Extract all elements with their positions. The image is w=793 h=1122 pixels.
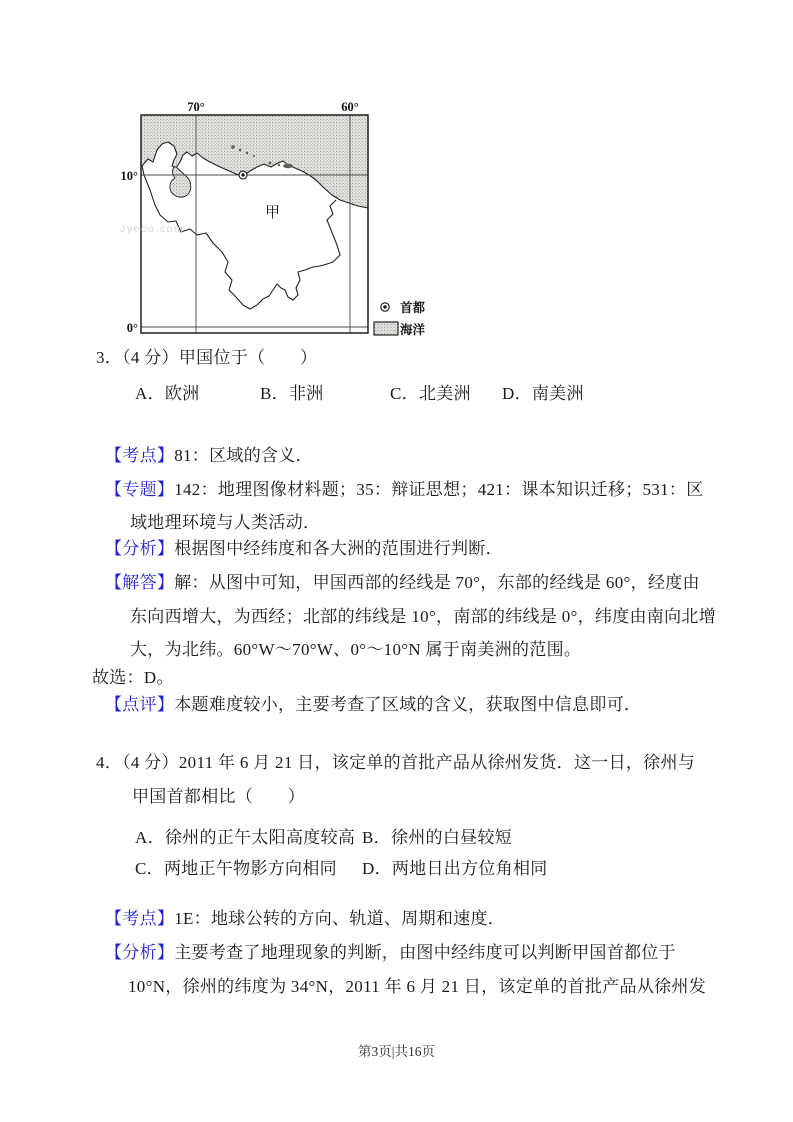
q4-option-c: C．两地正午物影方向相同 bbox=[135, 859, 337, 878]
q3-jieda-line2: 东向西增大，为西经；北部的纬线是 10°，南部的纬线是 0°，纬度由南向北增 bbox=[130, 607, 716, 626]
q3-stem: 3．（4 分）甲国位于（ ） bbox=[96, 348, 318, 367]
q3-dianping-text: 本题难度较小，主要考查了区域的含义，获取图中信息即可． bbox=[174, 695, 642, 714]
q3-jieda-line1 bbox=[105, 566, 700, 600]
q3-option-c: C．北美洲 bbox=[390, 384, 471, 403]
q3-jieda-tag: 【解答】 bbox=[105, 573, 175, 592]
q4-kaodian-tag: 【考点】 bbox=[105, 909, 175, 928]
q4-option-d: D．两地日出方位角相同 bbox=[362, 859, 548, 878]
q4-kaodian-line bbox=[105, 902, 505, 936]
q4-option-b: B．徐州的白昼较短 bbox=[362, 828, 513, 847]
q3-option-a: A．欧洲 bbox=[135, 384, 200, 403]
lat-label-top: 10° bbox=[120, 169, 138, 183]
q3-option-b: B．非洲 bbox=[260, 384, 324, 403]
q3-dianping-line bbox=[105, 688, 641, 722]
q3-kaodian-text: 81：区域的含义． bbox=[174, 446, 313, 465]
q4-fenxi-tag: 【分析】 bbox=[105, 943, 175, 962]
q3-fenxi-text: 根据图中经纬度和各大洲的范围进行判断． bbox=[174, 539, 503, 558]
q3-jieda-text1: 解：从图中可知，甲国西部的经线是 70°，东部的经线是 60°，经度由 bbox=[174, 573, 700, 592]
q3-answer-line: 故选：D。 bbox=[92, 668, 174, 687]
legend-capital-icon bbox=[381, 303, 389, 311]
q3-zhuanti-text1: 142：地理图像材料题；35：辩证思想；421：课本知识迁移；531：区 bbox=[174, 480, 704, 499]
capital-icon bbox=[239, 171, 247, 179]
legend-ocean-label: 海洋 bbox=[400, 323, 426, 337]
q3-fenxi-line bbox=[105, 532, 503, 566]
lake bbox=[170, 167, 191, 197]
lon-label-right: 60° bbox=[341, 100, 359, 114]
q3-jieda-line3: 大，为北纬。60°W～70°W、0°～10°N 属于南美洲的范围。 bbox=[130, 640, 582, 659]
legend bbox=[374, 300, 426, 337]
q3-option-d: D．南美洲 bbox=[502, 384, 584, 403]
q3-dianping-tag: 【点评】 bbox=[105, 695, 175, 714]
q3-kaodian-line bbox=[105, 439, 313, 473]
q4-fenxi-line2: 10°N，徐州的纬度为 34°N，2011 年 6 月 21 日，该定单的首批产品从徐州发 bbox=[128, 977, 707, 996]
q3-kaodian-tag: 【考点】 bbox=[105, 446, 175, 465]
country-label: 甲 bbox=[265, 205, 281, 221]
watermark: Jyeoo.com bbox=[120, 223, 185, 235]
q4-kaodian-text: 1E：地球公转的方向、轨道、周期和速度． bbox=[174, 909, 506, 928]
lon-label-left: 70° bbox=[187, 100, 205, 114]
q3-zhuanti-line2: 域地理环境与人类活动． bbox=[130, 513, 321, 532]
q4-fenxi-line1 bbox=[105, 936, 676, 970]
q4-stem-line1: 4．（4 分）2011 年 6 月 21 日，该定单的首批产品从徐州发货．这一日，徐州与 bbox=[96, 753, 696, 772]
q3-zhuanti-line1 bbox=[105, 473, 704, 507]
q3-zhuanti-tag: 【专题】 bbox=[105, 480, 175, 499]
page-footer: 第3页|共16页 bbox=[358, 1044, 435, 1059]
q4-fenxi-text1: 主要考查了地理现象的判断，由图中经纬度可以判断甲国首都位于 bbox=[174, 943, 676, 962]
region-map-figure bbox=[118, 96, 448, 348]
lat-label-bottom: 0° bbox=[126, 321, 138, 335]
legend-ocean-swatch bbox=[374, 322, 398, 335]
q3-fenxi-tag: 【分析】 bbox=[105, 539, 175, 558]
legend-capital-label: 首都 bbox=[400, 301, 426, 315]
q4-stem-line2: 甲国首都相比（ ） bbox=[132, 787, 305, 806]
q4-option-a: A．徐州的正午太阳高度较高 bbox=[135, 828, 356, 847]
